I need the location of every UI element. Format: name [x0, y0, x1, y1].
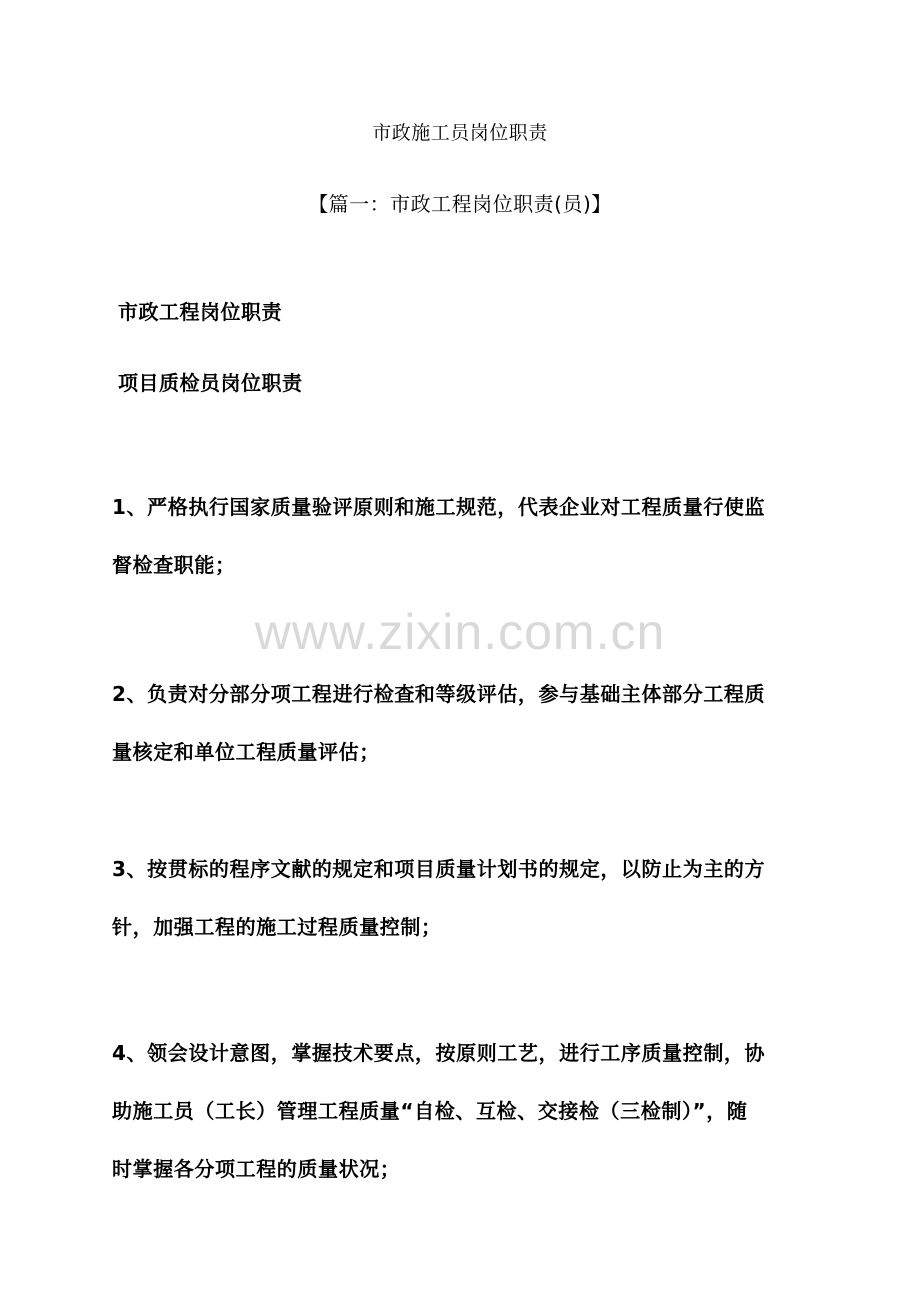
duty-item-2-line-2: 量核定和单位工程质量评估；	[112, 740, 380, 764]
duty-item-2-line-1: 2、负责对分部分项工程进行检查和等级评估，参与基础主体部分工程质	[112, 682, 766, 706]
duty-item-3	[112, 840, 812, 956]
duty-item-2	[112, 665, 812, 781]
duty-item-4	[112, 1024, 812, 1198]
duty-item-3-line-2: 针，加强工程的施工过程质量控制；	[112, 915, 442, 939]
section-heading: 市政工程岗位职责	[118, 300, 282, 324]
document-title: 市政施工员岗位职责	[372, 122, 548, 144]
document-subtitle: 【篇一：市政工程岗位职责(员)】	[308, 192, 612, 216]
duty-item-1	[112, 478, 812, 594]
duty-item-3-line-1: 3、按贯标的程序文献的规定和项目质量计划书的规定，以防止为主的方	[112, 857, 766, 881]
duty-item-4-line-2: 助施工员（工长）管理工程质量“自检、互检、交接检（三检制）”，随	[112, 1099, 748, 1123]
watermark: www.zixin.com.cn	[254, 604, 666, 660]
duty-item-4-line-1: 4、领会设计意图，掌握技术要点，按原则工艺，进行工序质量控制，协	[112, 1041, 766, 1065]
duty-item-4-line-3: 时掌握各分项工程的质量状况；	[112, 1157, 401, 1181]
duty-item-1-line-2: 督检查职能；	[112, 553, 236, 577]
subsection-heading: 项目质检员岗位职责	[118, 371, 303, 395]
duty-item-1-line-1: 1、严格执行国家质量验评原则和施工规范，代表企业对工程质量行使监	[112, 495, 766, 519]
